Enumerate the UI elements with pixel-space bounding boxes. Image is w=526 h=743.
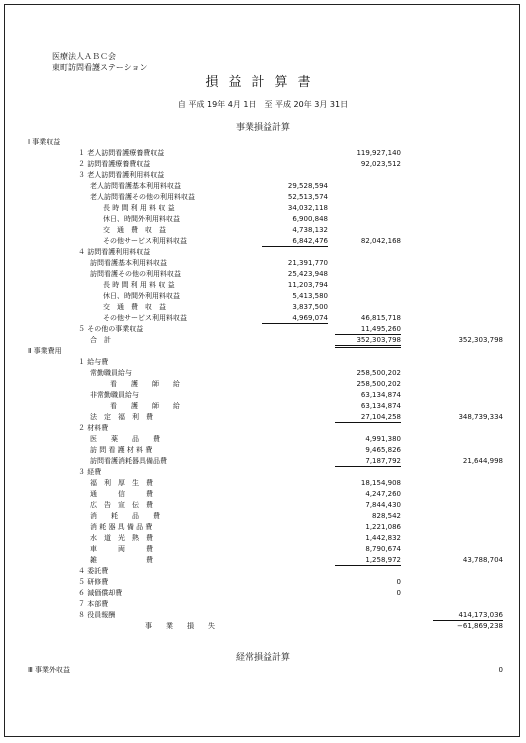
row-amount: 1,442,832: [365, 534, 401, 542]
row-amount: 4,991,380: [365, 435, 401, 443]
row-label: その他サービス利用料収益: [103, 237, 187, 245]
row-label: 医 薬 品 費: [90, 435, 160, 443]
row-amount: 0: [396, 589, 401, 597]
row-amount: 6,842,476: [262, 237, 328, 247]
row-label: 訪問看護消耗器具備品費: [90, 457, 167, 465]
period: 自 平成 19年 4月 1日 至 平成 20年 3月 31日: [177, 100, 349, 109]
row-amount: 5,413,580: [292, 292, 328, 300]
row-label: ３ 老人訪問看護利用料収益: [78, 171, 165, 179]
row-label: ５ その他の事業収益: [78, 325, 144, 333]
row-amount: 258,500,202: [356, 369, 401, 377]
row-amount: 7,844,430: [365, 501, 401, 509]
row-amount: 8,790,674: [365, 545, 401, 553]
row-label: 雑 費: [90, 556, 153, 564]
row-amount: 6,900,848: [292, 215, 328, 223]
row-amount: 27,104,258: [335, 413, 401, 423]
row-label: 交 通 費 収 益: [103, 303, 166, 311]
row-amount: 25,423,948: [287, 270, 328, 278]
row-label: 休日、時間外利用料収益: [103, 215, 180, 223]
row-label: １ 老人訪問看護療養費収益: [78, 149, 165, 157]
row-label: 休日、時間外利用料収益: [103, 292, 180, 300]
row-amount: 352,303,798: [458, 336, 503, 344]
row-label: ４ 訪問看護利用料収益: [78, 248, 151, 256]
row-label: ８ 役員報酬: [78, 611, 116, 619]
row-label: 訪問看護その他の利用料収益: [90, 270, 181, 278]
org-name: 医療法人ＡＢＣ会: [52, 52, 116, 61]
row-amount: 0: [396, 578, 401, 586]
row-amount: 414,173,036: [433, 611, 503, 621]
row-label: 交 通 費 収 益: [103, 226, 166, 234]
row-amount: 3,837,500: [292, 303, 328, 311]
row-label: 消 耗 品 費: [90, 512, 160, 520]
row-label: ２ 材料費: [78, 424, 109, 432]
row-label: 事 業 損 失: [145, 622, 215, 630]
station-name: 東町訪問看護ステーション: [52, 63, 148, 72]
row-label: ３ 経費: [78, 468, 102, 476]
row-amount: 63,134,874: [360, 391, 401, 399]
row-label: 老人訪問看護基本利用料収益: [90, 182, 181, 190]
row-label: その他サービス利用料収益: [103, 314, 187, 322]
row-label: 訪問看護基本利用料収益: [90, 259, 167, 267]
row-amount: 46,815,718: [360, 314, 401, 322]
row-label: 合 計: [90, 336, 111, 344]
row-amount: 82,042,168: [360, 237, 401, 245]
row-amount: 348,739,334: [458, 413, 503, 421]
row-amount: 1,221,086: [365, 523, 401, 531]
row-amount: 7,187,792: [335, 457, 401, 467]
section-business: 事業損益計算: [235, 123, 290, 133]
row-label: 通 信 費: [90, 490, 153, 498]
row-label: ２ 訪問看護療養費収益: [78, 160, 151, 168]
row-label: １ 給与費: [78, 358, 109, 366]
row-label: ６ 減価償却費: [78, 589, 123, 597]
row-label: 長 時 間 利 用 料 収 益: [103, 281, 175, 289]
row-amount: 352,303,798: [335, 336, 401, 348]
row-amount: 4,738,132: [292, 226, 328, 234]
row-amount: 119,927,140: [356, 149, 401, 157]
row-amount: 21,644,998: [462, 457, 503, 465]
row-amount: 258,500,202: [356, 380, 401, 388]
section-ordinary: 経常損益計算: [235, 653, 290, 663]
row-amount: 92,023,512: [360, 160, 401, 168]
row-label: 老人訪問看護その他の利用料収益: [90, 193, 195, 201]
row-label: ４ 委託費: [78, 567, 109, 575]
row-label: ５ 研修費: [78, 578, 109, 586]
page-title: 損益計算書: [205, 75, 321, 90]
row-label: ７ 本部費: [78, 600, 109, 608]
row-amount: 43,788,704: [462, 556, 503, 564]
row-amount: 11,495,260: [335, 325, 401, 335]
row-amount: 9,465,826: [365, 446, 401, 454]
row-amount: 0: [498, 666, 503, 674]
row-label: 水 道 光 熱 費: [90, 534, 153, 542]
row-label: Ⅲ 事業外収益: [28, 666, 71, 674]
row-label: Ⅰ 事業収益: [28, 138, 61, 146]
row-label: 長 時 間 利 用 料 収 益: [103, 204, 175, 212]
row-amount: 34,032,118: [287, 204, 328, 212]
row-label: 福 利 厚 生 費: [90, 479, 153, 487]
row-amount: 1,258,972: [335, 556, 401, 566]
row-label: 消 耗 器 具 備 品 費: [90, 523, 153, 531]
row-label: 車 両 費: [90, 545, 153, 553]
row-amount: −61,869,238: [457, 622, 503, 630]
row-label: 非常勤職員給与: [90, 391, 139, 399]
row-label: 広 告 宣 伝 費: [90, 501, 153, 509]
row-label: 看 護 師 給: [110, 380, 180, 388]
row-amount: 29,528,594: [287, 182, 328, 190]
row-amount: 828,542: [372, 512, 401, 520]
row-amount: 4,247,260: [365, 490, 401, 498]
row-label: 看 護 師 給: [110, 402, 180, 410]
row-amount: 4,969,074: [262, 314, 328, 324]
row-label: 訪 問 看 護 材 料 費: [90, 446, 153, 454]
row-amount: 11,203,794: [287, 281, 328, 289]
row-amount: 52,513,574: [287, 193, 328, 201]
row-label: 常勤職員給与: [90, 369, 132, 377]
row-amount: 63,134,874: [360, 402, 401, 410]
row-label: Ⅱ 事業費用: [28, 347, 62, 355]
row-amount: 21,391,770: [287, 259, 328, 267]
row-label: 法 定 福 利 費: [90, 413, 153, 421]
row-amount: 18,154,908: [360, 479, 401, 487]
